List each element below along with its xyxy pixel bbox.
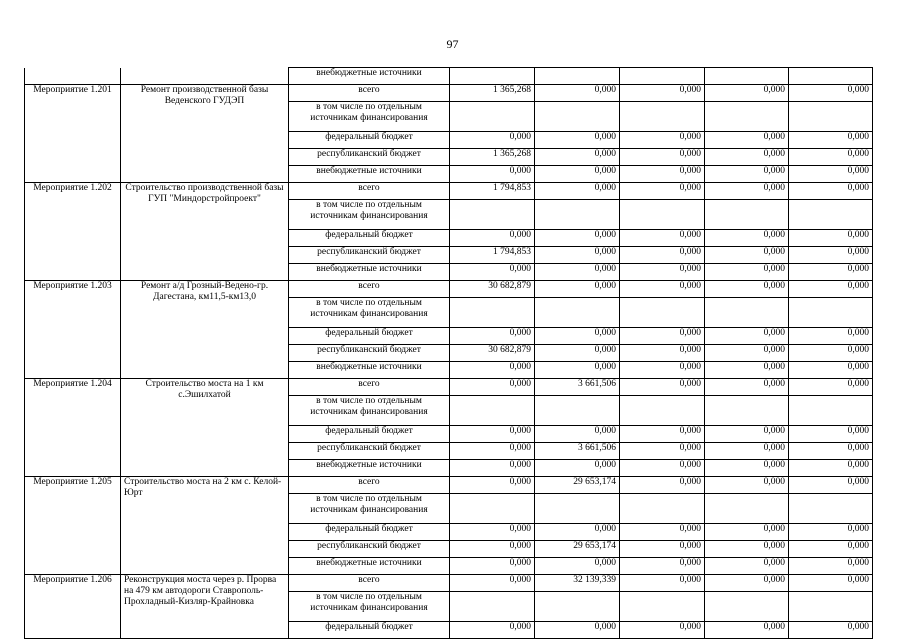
value-cell: 0,000 bbox=[450, 477, 535, 494]
value-cell: 0,000 bbox=[789, 575, 873, 592]
table-row bbox=[25, 477, 873, 494]
measure-name-cell: Реконструкция моста через р. Прорва на 479 км автодороги Ставрополь-Прохладный-Кизляр-Крайновка bbox=[121, 575, 289, 639]
value-cell: 0,000 bbox=[705, 524, 789, 541]
value-cell: 0,000 bbox=[620, 575, 705, 592]
value-cell bbox=[789, 68, 873, 85]
source-cell: в том числе по отдельным источникам финансирования bbox=[289, 494, 450, 524]
value-cell: 0,000 bbox=[705, 281, 789, 298]
value-cell: 0,000 bbox=[620, 443, 705, 460]
measure-id-cell: Мероприятие 1.205 bbox=[25, 477, 121, 575]
value-cell: 0,000 bbox=[705, 264, 789, 281]
value-cell: 0,000 bbox=[705, 132, 789, 149]
value-cell: 30 682,879 bbox=[450, 281, 535, 298]
value-cell: 0,000 bbox=[620, 622, 705, 639]
source-cell: в том числе по отдельным источникам финансирования bbox=[289, 396, 450, 426]
value-cell: 3 661,506 bbox=[535, 379, 620, 396]
table-row bbox=[25, 379, 873, 396]
source-cell: внебюджетные источники bbox=[289, 460, 450, 477]
value-cell: 0,000 bbox=[789, 558, 873, 575]
value-cell: 0,000 bbox=[535, 247, 620, 264]
value-cell bbox=[705, 200, 789, 230]
value-cell bbox=[450, 200, 535, 230]
source-cell: в том числе по отдельным источникам финансирования bbox=[289, 200, 450, 230]
value-cell: 0,000 bbox=[450, 264, 535, 281]
source-cell: федеральный бюджет bbox=[289, 230, 450, 247]
value-cell: 0,000 bbox=[789, 247, 873, 264]
value-cell: 0,000 bbox=[789, 264, 873, 281]
value-cell: 1 365,268 bbox=[450, 149, 535, 166]
value-cell: 0,000 bbox=[450, 622, 535, 639]
value-cell bbox=[620, 494, 705, 524]
value-cell: 0,000 bbox=[620, 362, 705, 379]
value-cell: 0,000 bbox=[705, 575, 789, 592]
value-cell: 0,000 bbox=[789, 149, 873, 166]
value-cell: 0,000 bbox=[705, 477, 789, 494]
value-cell bbox=[620, 592, 705, 622]
value-cell: 0,000 bbox=[535, 230, 620, 247]
source-cell: в том числе по отдельным источникам финансирования bbox=[289, 102, 450, 132]
value-cell: 0,000 bbox=[789, 362, 873, 379]
value-cell: 0,000 bbox=[620, 426, 705, 443]
page-number: 97 bbox=[446, 37, 459, 51]
source-cell: республиканский бюджет bbox=[289, 247, 450, 264]
value-cell: 0,000 bbox=[620, 558, 705, 575]
value-cell: 0,000 bbox=[450, 524, 535, 541]
value-cell bbox=[620, 102, 705, 132]
source-cell: всего bbox=[289, 379, 450, 396]
value-cell: 0,000 bbox=[535, 281, 620, 298]
value-cell: 0,000 bbox=[789, 281, 873, 298]
source-cell: внебюджетные источники bbox=[289, 264, 450, 281]
value-cell: 0,000 bbox=[450, 362, 535, 379]
value-cell: 0,000 bbox=[535, 264, 620, 281]
value-cell bbox=[705, 102, 789, 132]
value-cell: 0,000 bbox=[450, 379, 535, 396]
value-cell: 0,000 bbox=[705, 345, 789, 362]
value-cell: 0,000 bbox=[450, 166, 535, 183]
value-cell: 0,000 bbox=[535, 426, 620, 443]
measure-id-cell: Мероприятие 1.206 bbox=[25, 575, 121, 639]
source-cell: всего bbox=[289, 575, 450, 592]
measure-id-cell: Мероприятие 1.201 bbox=[25, 85, 121, 183]
value-cell bbox=[450, 396, 535, 426]
value-cell: 0,000 bbox=[535, 362, 620, 379]
source-cell: всего bbox=[289, 183, 450, 200]
value-cell: 29 653,174 bbox=[535, 541, 620, 558]
value-cell bbox=[535, 396, 620, 426]
table-row bbox=[25, 68, 873, 85]
value-cell: 0,000 bbox=[789, 460, 873, 477]
value-cell: 0,000 bbox=[705, 460, 789, 477]
value-cell: 0,000 bbox=[620, 247, 705, 264]
value-cell: 0,000 bbox=[535, 558, 620, 575]
value-cell: 0,000 bbox=[705, 379, 789, 396]
value-cell: 0,000 bbox=[789, 426, 873, 443]
value-cell: 0,000 bbox=[789, 345, 873, 362]
value-cell: 0,000 bbox=[620, 524, 705, 541]
source-cell: внебюджетные источники bbox=[289, 68, 450, 85]
value-cell: 29 653,174 bbox=[535, 477, 620, 494]
value-cell bbox=[535, 298, 620, 328]
measure-name-cell: Ремонт производственной базы Веденского ГУДЭП bbox=[121, 85, 289, 183]
value-cell: 32 139,339 bbox=[535, 575, 620, 592]
source-cell: республиканский бюджет bbox=[289, 443, 450, 460]
measure-id-cell: Мероприятие 1.203 bbox=[25, 281, 121, 379]
table-row bbox=[25, 281, 873, 298]
table-row bbox=[25, 575, 873, 592]
value-cell: 0,000 bbox=[620, 132, 705, 149]
value-cell: 0,000 bbox=[535, 345, 620, 362]
value-cell: 30 682,879 bbox=[450, 345, 535, 362]
measure-name-cell: Строительство производственной базы ГУП "Миндорстройпроект" bbox=[121, 183, 289, 281]
value-cell: 0,000 bbox=[450, 328, 535, 345]
value-cell bbox=[450, 102, 535, 132]
value-cell bbox=[450, 592, 535, 622]
value-cell bbox=[535, 200, 620, 230]
value-cell: 0,000 bbox=[450, 558, 535, 575]
value-cell: 0,000 bbox=[620, 460, 705, 477]
value-cell bbox=[789, 298, 873, 328]
measure-name-cell: Строительство моста на 2 км с. Келой-Юрт bbox=[121, 477, 289, 575]
value-cell bbox=[705, 494, 789, 524]
value-cell: 0,000 bbox=[789, 230, 873, 247]
value-cell: 0,000 bbox=[450, 443, 535, 460]
value-cell: 0,000 bbox=[535, 460, 620, 477]
value-cell: 0,000 bbox=[535, 524, 620, 541]
value-cell: 0,000 bbox=[705, 541, 789, 558]
source-cell: республиканский бюджет bbox=[289, 541, 450, 558]
value-cell: 0,000 bbox=[705, 443, 789, 460]
value-cell: 0,000 bbox=[450, 230, 535, 247]
source-cell: внебюджетные источники bbox=[289, 166, 450, 183]
value-cell bbox=[789, 494, 873, 524]
value-cell: 0,000 bbox=[705, 183, 789, 200]
value-cell: 0,000 bbox=[535, 166, 620, 183]
value-cell: 0,000 bbox=[620, 230, 705, 247]
value-cell: 0,000 bbox=[620, 281, 705, 298]
measure-name-cell: Ремонт а/д Грозный-Ведено-гр. Дагестана, км11,5-км13,0 bbox=[121, 281, 289, 379]
value-cell: 0,000 bbox=[535, 328, 620, 345]
value-cell bbox=[705, 592, 789, 622]
value-cell: 1 365,268 bbox=[450, 85, 535, 102]
value-cell: 0,000 bbox=[535, 149, 620, 166]
value-cell bbox=[535, 68, 620, 85]
source-cell: в том числе по отдельным источникам финансирования bbox=[289, 298, 450, 328]
value-cell bbox=[535, 102, 620, 132]
value-cell bbox=[789, 592, 873, 622]
value-cell: 0,000 bbox=[705, 85, 789, 102]
value-cell: 0,000 bbox=[705, 558, 789, 575]
value-cell: 0,000 bbox=[450, 132, 535, 149]
measure-name-cell: Строительство моста на 1 км с.Эшилхатой bbox=[121, 379, 289, 477]
value-cell: 0,000 bbox=[620, 328, 705, 345]
measure-id-cell bbox=[25, 68, 121, 85]
source-cell: федеральный бюджет bbox=[289, 524, 450, 541]
value-cell bbox=[450, 494, 535, 524]
value-cell: 0,000 bbox=[705, 230, 789, 247]
value-cell bbox=[450, 68, 535, 85]
value-cell bbox=[705, 298, 789, 328]
value-cell: 0,000 bbox=[705, 426, 789, 443]
value-cell: 0,000 bbox=[705, 247, 789, 264]
source-cell: всего bbox=[289, 477, 450, 494]
source-cell: федеральный бюджет bbox=[289, 622, 450, 639]
value-cell bbox=[705, 68, 789, 85]
source-cell: республиканский бюджет bbox=[289, 345, 450, 362]
value-cell: 0,000 bbox=[789, 85, 873, 102]
value-cell: 3 661,506 bbox=[535, 443, 620, 460]
value-cell: 0,000 bbox=[789, 166, 873, 183]
value-cell bbox=[535, 592, 620, 622]
value-cell: 0,000 bbox=[620, 166, 705, 183]
value-cell: 0,000 bbox=[620, 541, 705, 558]
value-cell bbox=[620, 200, 705, 230]
value-cell: 0,000 bbox=[789, 183, 873, 200]
value-cell: 0,000 bbox=[620, 379, 705, 396]
value-cell: 0,000 bbox=[705, 362, 789, 379]
source-cell: федеральный бюджет bbox=[289, 426, 450, 443]
value-cell: 0,000 bbox=[535, 85, 620, 102]
table-row bbox=[25, 183, 873, 200]
source-cell: всего bbox=[289, 85, 450, 102]
source-cell: федеральный бюджет bbox=[289, 328, 450, 345]
value-cell: 0,000 bbox=[705, 149, 789, 166]
value-cell: 0,000 bbox=[789, 328, 873, 345]
value-cell bbox=[789, 200, 873, 230]
value-cell bbox=[789, 102, 873, 132]
value-cell: 0,000 bbox=[789, 477, 873, 494]
value-cell: 0,000 bbox=[789, 541, 873, 558]
measure-name-cell bbox=[121, 68, 289, 85]
table-row bbox=[25, 85, 873, 102]
value-cell: 0,000 bbox=[620, 345, 705, 362]
value-cell bbox=[620, 68, 705, 85]
value-cell: 1 794,853 bbox=[450, 247, 535, 264]
value-cell: 0,000 bbox=[789, 443, 873, 460]
value-cell: 0,000 bbox=[789, 379, 873, 396]
source-cell: всего bbox=[289, 281, 450, 298]
value-cell: 0,000 bbox=[450, 575, 535, 592]
value-cell: 0,000 bbox=[620, 477, 705, 494]
value-cell bbox=[789, 396, 873, 426]
value-cell: 0,000 bbox=[705, 622, 789, 639]
source-cell: внебюджетные источники bbox=[289, 362, 450, 379]
value-cell: 0,000 bbox=[450, 460, 535, 477]
value-cell bbox=[535, 494, 620, 524]
value-cell: 0,000 bbox=[620, 264, 705, 281]
value-cell bbox=[620, 298, 705, 328]
value-cell: 0,000 bbox=[789, 132, 873, 149]
value-cell bbox=[620, 396, 705, 426]
value-cell: 0,000 bbox=[620, 149, 705, 166]
measure-id-cell: Мероприятие 1.202 bbox=[25, 183, 121, 281]
value-cell: 0,000 bbox=[705, 328, 789, 345]
value-cell bbox=[450, 298, 535, 328]
source-cell: федеральный бюджет bbox=[289, 132, 450, 149]
financing-table bbox=[24, 67, 873, 639]
value-cell: 0,000 bbox=[450, 541, 535, 558]
source-cell: внебюджетные источники bbox=[289, 558, 450, 575]
source-cell: в том числе по отдельным источникам финансирования bbox=[289, 592, 450, 622]
value-cell: 0,000 bbox=[535, 132, 620, 149]
value-cell: 0,000 bbox=[705, 166, 789, 183]
value-cell: 0,000 bbox=[535, 622, 620, 639]
value-cell: 0,000 bbox=[535, 183, 620, 200]
value-cell: 0,000 bbox=[789, 524, 873, 541]
value-cell: 0,000 bbox=[620, 183, 705, 200]
value-cell: 1 794,853 bbox=[450, 183, 535, 200]
measure-id-cell: Мероприятие 1.204 bbox=[25, 379, 121, 477]
value-cell: 0,000 bbox=[789, 622, 873, 639]
value-cell: 0,000 bbox=[620, 85, 705, 102]
value-cell: 0,000 bbox=[450, 426, 535, 443]
source-cell: республиканский бюджет bbox=[289, 149, 450, 166]
value-cell bbox=[705, 396, 789, 426]
